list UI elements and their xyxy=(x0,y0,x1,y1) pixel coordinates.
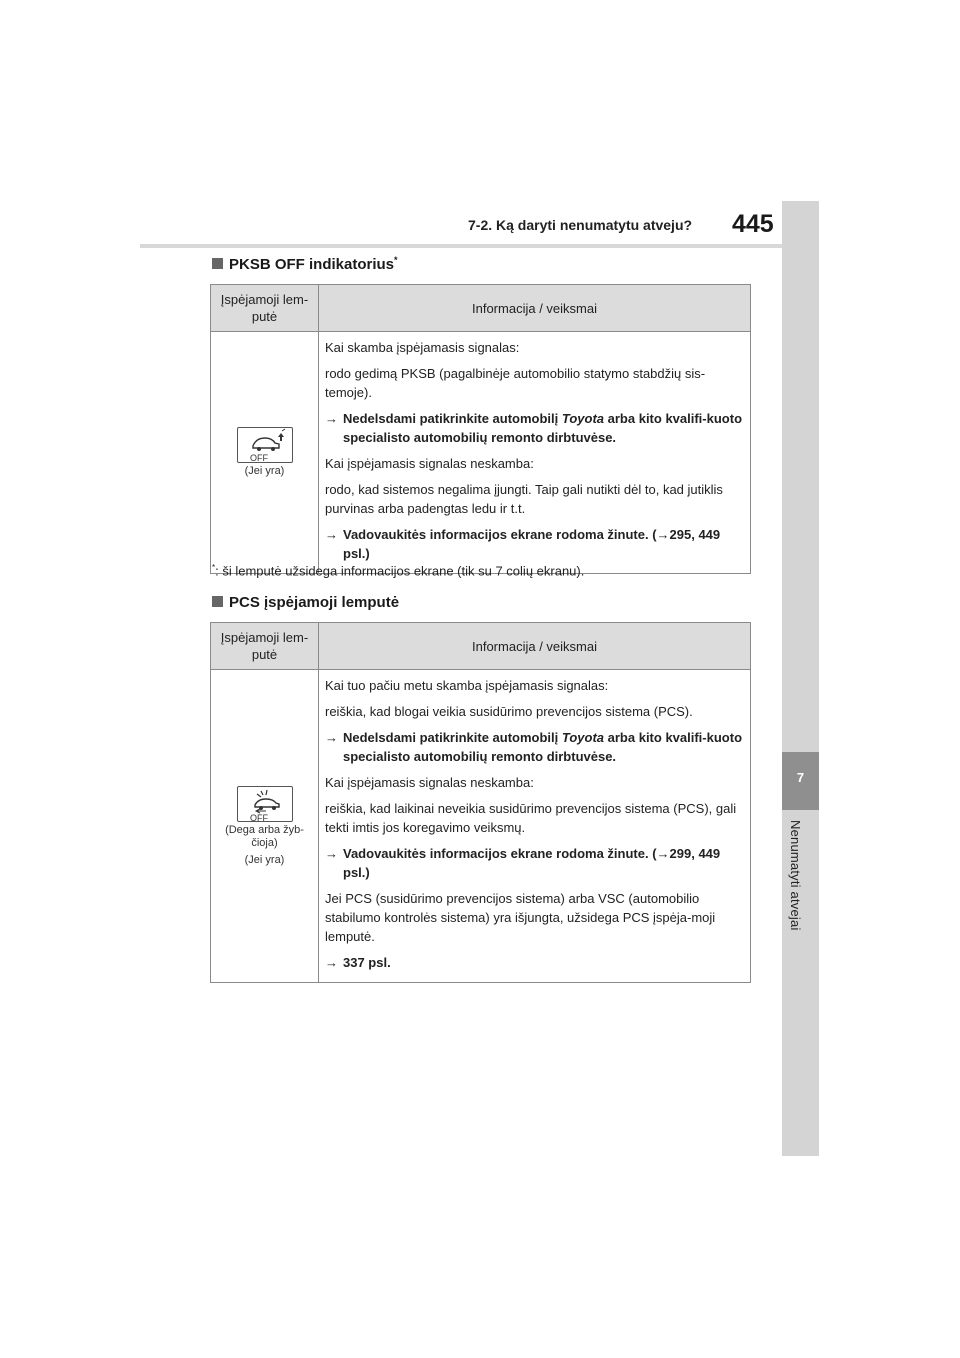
info-text: reiškia, kad blogai veikia susidūrimo prevencijos sistema (PCS). xyxy=(325,704,693,719)
arrow-icon: → xyxy=(325,730,338,745)
pksb-indicator-table xyxy=(210,284,751,574)
svg-text:OFF: OFF xyxy=(249,453,268,463)
info-text: Kai tuo pačiu metu skamba įspėjamasis signalas: xyxy=(325,678,609,693)
page-number: 445 xyxy=(732,210,774,238)
action-item: → Nedelsdami patikrinkite automobilį Toyota arba kito kvalifi-kuoto specialisto automobilių remonto dirbtuvėse. xyxy=(325,411,743,445)
info-cell xyxy=(319,670,751,983)
info-text: reiškia, kad laikinai neveikia susidūrimo prevencijos sistema (PCS), gali tekti imtis jos koregavimo veiksmų. xyxy=(325,801,737,835)
info-text: Kai įspėjamasis signalas neskamba: xyxy=(325,456,534,471)
icon-caption: (Dega arba žyb-čioja) xyxy=(225,823,304,849)
chapter-label: Nenumatyti atvejai xyxy=(788,820,803,931)
footnote-mark: * xyxy=(394,255,398,265)
section-heading-pksb xyxy=(212,255,398,273)
arrow-icon: → xyxy=(325,527,338,542)
arrow-icon: → xyxy=(325,955,338,970)
arrow-icon: → xyxy=(325,846,338,861)
info-text: Jei PCS (susidūrimo prevencijos sistema) arba VSC (automobilio stabilumo kontrolės sistema) yra išjungta, užsidega PCS įspėja-moji lemputė. xyxy=(325,891,716,944)
pcs-off-lamp-icon xyxy=(237,786,293,822)
pksb-off-lamp-icon xyxy=(237,427,293,463)
square-bullet-icon xyxy=(212,258,223,269)
chapter-side-tab xyxy=(782,201,819,1156)
lamp-cell xyxy=(211,670,319,983)
info-text: Kai skamba įspėjamasis signalas: xyxy=(325,340,520,355)
chapter-number: 7 xyxy=(796,770,805,785)
action-item: → Vadovaukitės informacijos ekrane rodoma žinute. (→299, 449 psl.) xyxy=(325,846,721,880)
brand-name: Toyota xyxy=(561,730,605,745)
info-cell xyxy=(319,332,751,574)
action-item: → Nedelsdami patikrinkite automobilį Toyota arba kito kvalifi-kuoto specialisto automobilių remonto dirbtuvėse. xyxy=(325,730,743,764)
brand-name: Toyota xyxy=(561,411,605,426)
section-heading-text: PCS įspėjamoji lemputė xyxy=(229,594,400,611)
section-title: 7-2. Ką daryti nenumatytu atveju? xyxy=(468,217,693,233)
icon-caption: (Jei yra) xyxy=(244,465,285,477)
column-header-lamp: Įspėjamoji lem- putė xyxy=(211,623,319,670)
pcs-warning-table xyxy=(210,622,751,983)
icon-caption: (Jei yra) xyxy=(244,853,285,866)
footnote: *: ši lemputė užsidega informacijos ekrane (tik su 7 colių ekranu). xyxy=(212,563,585,579)
column-header-info: Informacija / veiksmai xyxy=(319,623,751,670)
svg-text:OFF: OFF xyxy=(249,812,268,823)
section-heading-text: PKSB OFF indikatorius xyxy=(229,256,395,273)
info-text: rodo gedimą PKSB (pagalbinėje automobilio statymo stabdžių sis-temoje). xyxy=(325,366,706,400)
info-text: rodo, kad sistemos negalima įjungti. Taip gali nutikti dėl to, kad jutiklis purvinas arba padengtas ledu ir t.t. xyxy=(325,482,723,516)
column-header-lamp: Įspėjamoji lem- putė xyxy=(211,285,319,332)
square-bullet-icon xyxy=(212,596,223,607)
column-header-info: Informacija / veiksmai xyxy=(319,285,751,332)
lamp-cell xyxy=(211,332,319,574)
arrow-icon: → xyxy=(325,411,338,426)
header-divider xyxy=(140,244,782,248)
info-text: Kai įspėjamasis signalas neskamba: xyxy=(325,775,534,790)
section-heading-pcs xyxy=(212,594,399,611)
action-item: → Vadovaukitės informacijos ekrane rodoma žinute. (→295, 449 psl.) xyxy=(325,527,721,561)
action-item: → 337 psl. xyxy=(325,955,391,970)
